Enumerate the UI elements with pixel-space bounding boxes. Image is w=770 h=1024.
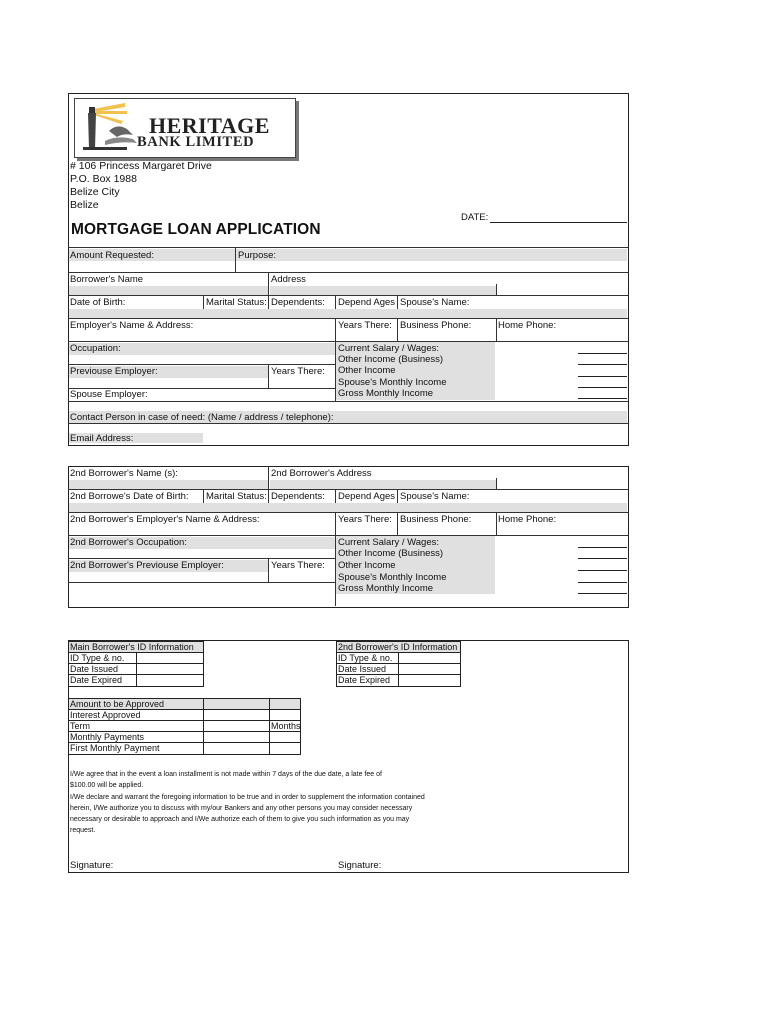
business-phone-label: Business Phone: — [400, 514, 472, 525]
agreement-text: necessary or desirable to approach and I/We authorize each of them to give you such information as you may — [70, 816, 410, 823]
income-label: Other Income (Business) — [338, 548, 444, 559]
agreement-text: request. — [70, 827, 96, 834]
second-borrower-employer-label: 2nd Borrower's Employer's Name & Address: — [70, 514, 260, 525]
income-field[interactable] — [578, 570, 627, 571]
income-field[interactable] — [578, 364, 627, 365]
years-there-label: Years There: — [338, 514, 392, 525]
contact-person-label: Contact Person in case of need: (Name / address / telephone): — [70, 412, 334, 423]
id-row-label: Date Expired — [68, 674, 137, 687]
income-field[interactable] — [578, 558, 627, 559]
years-there-label: Years There: — [338, 320, 392, 331]
income-field[interactable] — [578, 547, 627, 548]
income-field[interactable] — [578, 353, 627, 354]
depend-ages-label: Depend Ages — [338, 491, 396, 502]
bank-logo — [74, 98, 296, 158]
years-there-label-2: Years There: — [271, 366, 325, 377]
employer-name-address-label: Employer's Name & Address: — [70, 320, 194, 331]
second-borrower-name-label: 2nd Borrower's Name (s): — [70, 468, 178, 479]
id-row-label: ID Type & no. — [68, 652, 137, 664]
borrowers-name-label: Borrower's Name — [70, 274, 144, 285]
second-borrower-occupation-label: 2nd Borrower's Occupation: — [70, 537, 187, 548]
depend-ages-label: Depend Ages — [338, 297, 396, 308]
dependents-label: Dependents: — [271, 491, 325, 502]
date-of-birth-label: Date of Birth: — [70, 297, 126, 308]
income-field[interactable] — [578, 593, 627, 594]
amount-requested-label: Amount Requested: — [70, 250, 154, 261]
id-row-label: ID Type & no. — [336, 652, 399, 664]
id-row-field[interactable] — [398, 674, 461, 687]
spouse-employer-label: Spouse Employer: — [70, 389, 148, 400]
second-id-title: 2nd Borrower's ID Information — [336, 641, 461, 653]
approval-row-label: Interest Approved — [68, 709, 204, 721]
approval-row-label: Amount to be Approved — [68, 698, 204, 710]
business-phone-label: Business Phone: — [400, 320, 472, 331]
approval-row-label: First Monthly Payment — [68, 742, 204, 755]
date-label: DATE: — [461, 212, 489, 223]
bank-name-line2: BANK LIMITED — [137, 134, 255, 150]
dependents-label: Dependents: — [271, 297, 325, 308]
agreement-text: I/We agree that in the event a loan installment is not made within 7 days of the due date, a late fee of — [70, 771, 382, 778]
id-row-label: Date Issued — [68, 663, 137, 675]
income-label: Current Salary / Wages: — [338, 537, 440, 548]
months-label: Months — [271, 721, 301, 731]
approval-row-label: Term — [68, 720, 204, 732]
second-borrower-dob-label: 2nd Borrowe's Date of Birth: — [70, 491, 189, 502]
bank-name-line1: HERITAGE — [149, 113, 270, 138]
occupation-label: Occupation: — [70, 343, 121, 354]
agreement-text: herein, I/We authorize you to discuss with my/our Bankers and any other persons you may consider necessary — [70, 805, 413, 812]
bank-address-line: Belize City — [70, 186, 120, 198]
main-id-title: Main Borrower's ID Information — [68, 641, 204, 653]
home-phone-label: Home Phone: — [498, 514, 557, 525]
home-phone-label: Home Phone: — [498, 320, 557, 331]
income-label: Other Income (Business) — [338, 354, 444, 365]
divider — [68, 247, 628, 248]
approval-row-field[interactable] — [203, 742, 270, 755]
income-field[interactable] — [578, 387, 627, 388]
income-field[interactable] — [578, 398, 627, 399]
id-row-label: Date Expired — [336, 674, 399, 687]
income-label: Gross Monthly Income — [338, 388, 434, 399]
previous-employer-label: Previouse Employer: — [70, 366, 158, 377]
income-field[interactable] — [578, 376, 627, 377]
bank-address-line: P.O. Box 1988 — [70, 173, 137, 185]
bank-address-line: Belize — [70, 199, 99, 211]
income-label: Other Income — [338, 365, 396, 376]
bank-address-line: # 106 Princess Margaret Drive — [70, 160, 212, 172]
borrower-address-label: Address — [271, 274, 306, 285]
income-field[interactable] — [578, 582, 627, 583]
income-label: Gross Monthly Income — [338, 583, 434, 594]
spouses-name-label: Spouse's Name: — [400, 491, 470, 502]
approval-row-field[interactable] — [269, 742, 301, 755]
marital-status-label: Marital Status: — [206, 491, 267, 502]
date-field[interactable] — [490, 222, 627, 223]
signature-label-2: Signature: — [338, 860, 382, 871]
form-title: MORTGAGE LOAN APPLICATION — [71, 221, 321, 238]
marital-status-label: Marital Status: — [206, 297, 267, 308]
second-borrower-address-label: 2nd Borrower's Address — [271, 468, 372, 479]
id-row-label: Date Issued — [336, 663, 399, 675]
signature-label-1: Signature: — [70, 860, 114, 871]
agreement-text: $100.00 will be applied. — [70, 782, 144, 789]
years-there-label-2: Years There: — [271, 560, 325, 571]
agreement-text: I/We declare and warrant the foregoing information to be true and in order to supplement the information contained — [70, 794, 425, 801]
email-label: Email Address: — [70, 433, 134, 444]
approval-row-label: Monthly Payments — [68, 731, 204, 743]
spouses-name-label: Spouse's Name: — [400, 297, 470, 308]
income-label: Spouse's Monthly Income — [338, 572, 447, 583]
income-label: Spouse's Monthly Income — [338, 377, 447, 388]
income-label: Current Salary / Wages: — [338, 343, 440, 354]
second-borrower-previous-employer-label: 2nd Borrower's Previouse Employer: — [70, 560, 224, 571]
purpose-label: Purpose: — [238, 250, 277, 261]
income-label: Other Income — [338, 560, 396, 571]
id-row-field[interactable] — [136, 674, 204, 687]
